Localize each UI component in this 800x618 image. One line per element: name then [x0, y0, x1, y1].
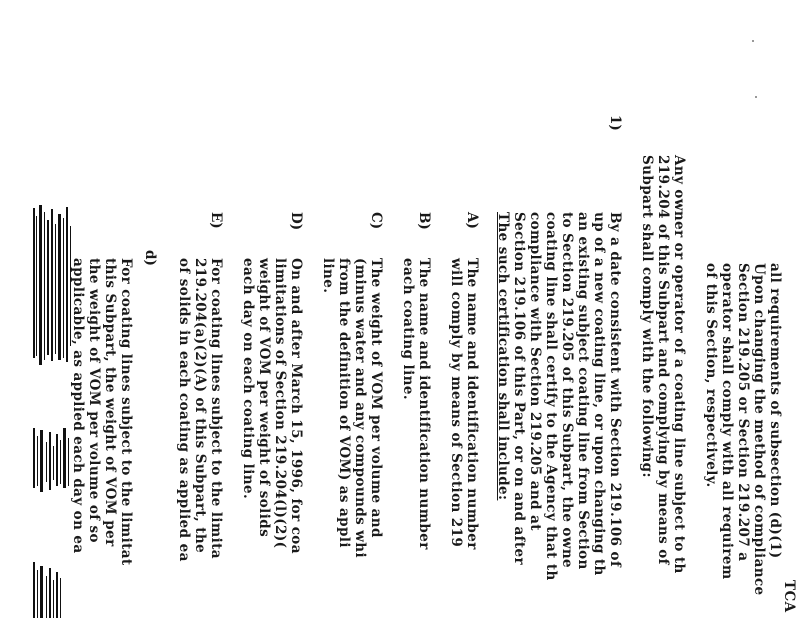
text-line: coating line shall certify to the Agency that th [543, 212, 559, 581]
text-line: each day on each coating line. [240, 258, 256, 500]
text-line: The name and identification number [464, 258, 480, 550]
text-line: of this Section, respectively. [703, 263, 719, 488]
item-E-label: E) [208, 212, 224, 229]
text-line: line. [320, 258, 336, 294]
item-d-label: d) [142, 250, 158, 266]
text-line: The weight of VOM per volume and [368, 258, 384, 538]
header-code: TCA [781, 580, 797, 613]
text-line: For coating lines subject to the limita [208, 258, 224, 559]
text-line: operator shall comply with all requirem [719, 263, 735, 580]
text-line: By a date consistent with Section 219.106 of [607, 212, 623, 568]
text-line: applicable, as applied each day on ea [70, 258, 86, 554]
text-line: The such certification shall include: [495, 212, 511, 501]
text-line: On and after March 15, 1996, for coa [288, 258, 304, 554]
text-line: The name and identification number [416, 258, 432, 550]
text-line: Section 219.205 or Section 219.207 a [735, 263, 751, 562]
text-line: Any owner or operator of a coating line subject to th [671, 155, 687, 574]
text-line: of solids in each coating as applied ea [176, 258, 192, 562]
text-line: from the definition of VOM) as appli [336, 258, 352, 548]
text-line: (minus water and any compounds whi [352, 258, 368, 559]
text-line: For coating lines subject to the limitat [118, 258, 134, 566]
text-line: compliance with Section 219.205 and at [527, 212, 543, 531]
text-line: this Subpart, the weight of VOM per [102, 258, 118, 547]
text-line: each coating line. [400, 258, 416, 400]
text-line: up of a new coating line, or upon changing th [591, 212, 607, 576]
text-line: Section 219.106 of this Part, or on and after [511, 212, 527, 566]
item-C-label: C) [368, 212, 384, 230]
item-B-label: B) [416, 212, 432, 230]
text-line: 219.204(a)(2)(A) of this Subpart, the [192, 258, 208, 554]
text-line: all requirements of subsection (d)(1) [767, 263, 783, 559]
text-line: an existing subject coating line from Section [575, 212, 591, 570]
text-line: Upon changing the method of compliance [751, 263, 767, 596]
text-line: weight of VOM per weight of solids [256, 258, 272, 538]
text-line: to Section 219.205 of this Subpart, the owne [559, 212, 575, 569]
text-line: will comply by means of Section 219 [448, 258, 464, 548]
text-line: Subpart shall comply with the following: [639, 155, 655, 478]
text-line: 219.204 of this Subpart and complying by means of [655, 155, 671, 565]
item-1-label: 1) [607, 115, 623, 131]
text-line: limitations of Section 219.204(l)(2)( [272, 258, 288, 549]
text-line: the weight of VOM per volume of so [86, 258, 102, 543]
item-D-label: D) [288, 212, 304, 231]
item-A-label: A) [464, 212, 480, 229]
